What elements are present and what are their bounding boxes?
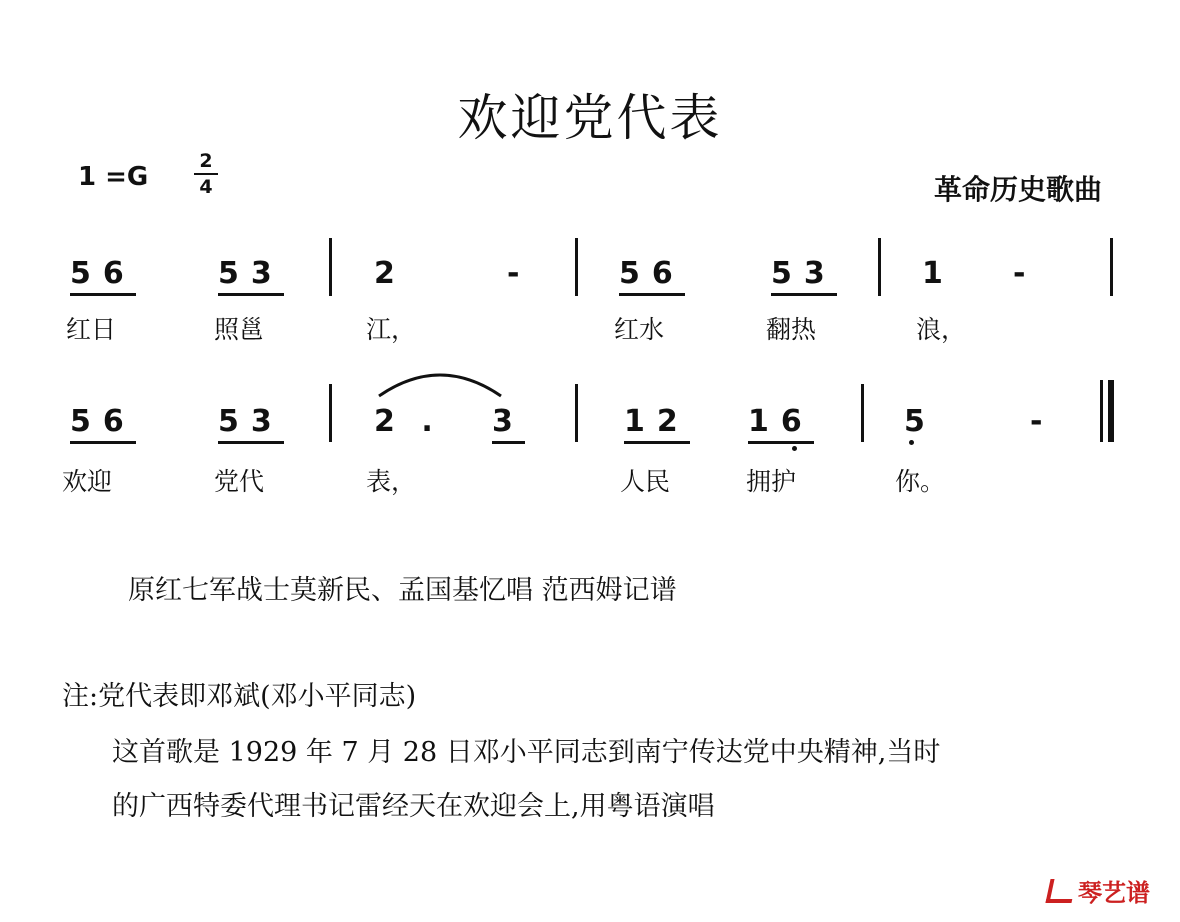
- slur-mark: [375, 368, 505, 400]
- low-octave-dot: [792, 446, 797, 451]
- logo-icon: [1045, 879, 1076, 903]
- sustain-dash: -: [507, 256, 520, 291]
- note-group: 56: [619, 256, 685, 296]
- lyric: 红水: [614, 315, 665, 344]
- note-group: 12: [624, 404, 690, 444]
- time-signature-bottom: 4: [199, 176, 213, 198]
- note-group: 3: [492, 404, 525, 444]
- logo-text: 琴艺谱: [1078, 879, 1150, 907]
- lyric: 江，: [366, 315, 417, 344]
- sustain-dash: -: [1013, 256, 1026, 291]
- note-group: 53: [218, 404, 284, 444]
- note-group: 53: [218, 256, 284, 296]
- annotation-line-1: 注:党代表即邓斌(邓小平同志): [62, 681, 417, 712]
- final-bar-thick: [1108, 380, 1114, 442]
- time-signature-top: 2: [199, 150, 213, 172]
- lyric: 党代: [214, 467, 265, 496]
- site-logo: [1048, 873, 1150, 908]
- final-bar-thin: [1100, 380, 1103, 442]
- bar-line: [329, 384, 332, 442]
- lyric: 翻热: [766, 315, 817, 344]
- note-group: 1: [922, 256, 951, 291]
- credit-line: 原红七军战士莫新民、孟国基忆唱 范西姆记谱: [128, 575, 677, 606]
- bar-line: [575, 238, 578, 296]
- lyric: 表，: [366, 467, 417, 496]
- lyric: 你。: [895, 467, 946, 496]
- annotation-line-3: 的广西特委代理书记雷经天在欢迎会上,用粤语演唱: [112, 791, 715, 822]
- lyric: 浪，: [916, 315, 967, 344]
- lyric: 拥护: [746, 467, 797, 496]
- note-group: 53: [771, 256, 837, 296]
- bar-line: [329, 238, 332, 296]
- key-signature: 1 =G: [78, 162, 149, 192]
- bar-line: [878, 238, 881, 296]
- bar-line: [1110, 238, 1113, 296]
- bar-line: [861, 384, 864, 442]
- song-title: 欢迎党代表: [457, 89, 723, 147]
- time-signature-divider: [194, 173, 218, 175]
- lyric: 欢迎: [62, 467, 113, 496]
- bar-line: [575, 384, 578, 442]
- sustain-dash: -: [1030, 404, 1043, 439]
- note-group: 16: [748, 404, 814, 444]
- note-group: 5: [904, 404, 933, 439]
- note-group: 56: [70, 404, 136, 444]
- note-group: 56: [70, 256, 136, 296]
- note-group: 2 .: [374, 404, 441, 439]
- genre-label: 革命历史歌曲: [933, 173, 1102, 206]
- note-group: 2: [374, 256, 403, 291]
- time-signature: [192, 150, 220, 198]
- low-octave-dot: [909, 440, 914, 445]
- lyric: 人民: [620, 467, 671, 496]
- lyric: 红日: [66, 315, 117, 344]
- lyric: 照邕: [214, 315, 265, 344]
- annotation-line-2: 这首歌是 1929 年 7 月 28 日邓小平同志到南宁传达党中央精神,当时: [112, 737, 941, 768]
